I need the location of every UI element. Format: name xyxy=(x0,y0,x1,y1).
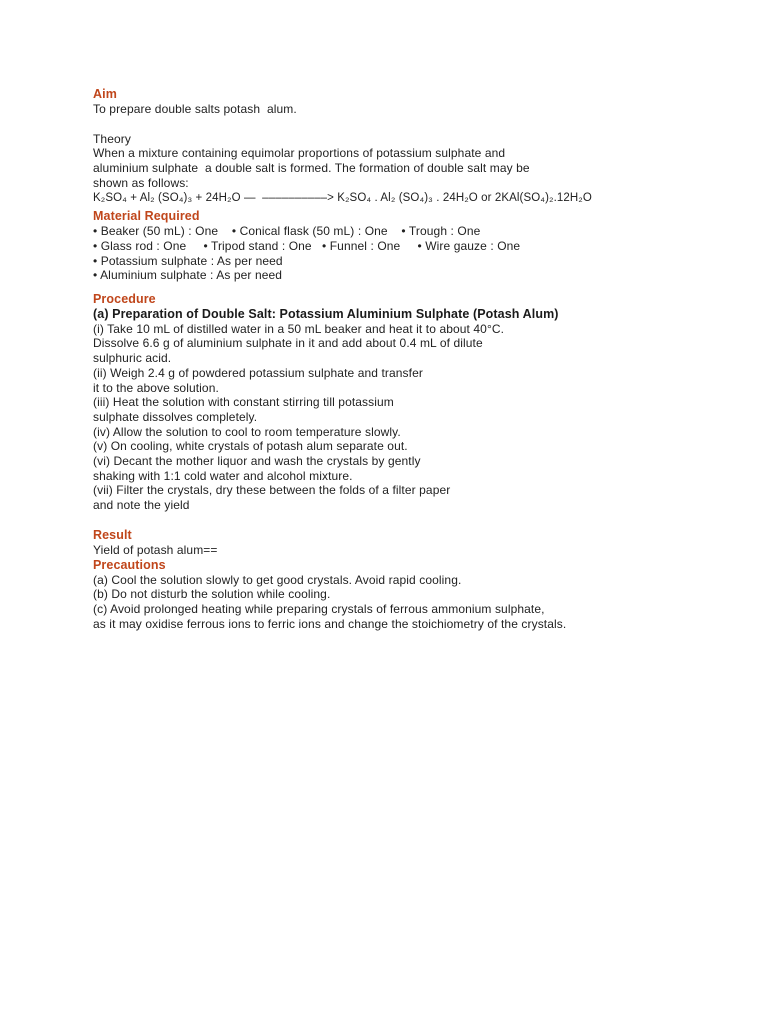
procedure-step: (vi) Decant the mother liquor and wash the crystals by gently xyxy=(93,454,421,469)
theory-heading: Theory xyxy=(93,131,131,146)
procedure-step: (iv) Allow the solution to cool to room temperature slowly. xyxy=(93,424,401,439)
materials-line: • Potassium sulphate : As per need xyxy=(93,253,283,268)
procedure-step: (ii) Weigh 2.4 g of powdered potassium sulphate and transfer xyxy=(93,365,423,380)
materials-line: • Beaker (50 mL) : One • Conical flask (50 mL) : One • Trough : One xyxy=(93,224,481,239)
aim-text: To prepare double salts potash alum. xyxy=(93,102,297,116)
theory-line: When a mixture containing equimolar proportions of potassium sulphate and xyxy=(93,146,506,161)
precaution-item: (b) Do not disturb the solution while cooling. xyxy=(93,587,331,602)
procedure-step: sulphate dissolves completely. xyxy=(93,409,258,424)
procedure-heading: Procedure xyxy=(93,292,156,307)
materials-line: • Glass rod : One • Tripod stand : One • Funnel : One • Wire gauze : One xyxy=(93,238,521,253)
theory-line: shown as follows: xyxy=(93,175,189,190)
procedure-step: it to the above solution. xyxy=(93,380,219,395)
procedure-step: sulphuric acid. xyxy=(93,351,172,366)
theory-line: aluminium sulphate a double salt is formed. The formation of double salt may be xyxy=(93,161,530,176)
reaction-equation: K₂SO₄ + Al₂ (SO₄)₃ + 24H₂O — ––––––––––> K₂SO₄ . Al₂ (SO₄)₃ . 24H₂O or 2KAl(SO₄)₂.12H₂O xyxy=(93,191,592,204)
procedure-step: (i) Take 10 mL of distilled water in a 50 mL beaker and heat it to about 40°C. xyxy=(93,321,505,336)
result-heading: Result xyxy=(93,527,132,542)
procedure-step: (v) On cooling, white crystals of potash alum separate out. xyxy=(93,439,408,454)
precautions-section xyxy=(93,558,753,632)
procedure-step: shaking with 1:1 cold water and alcohol mixture. xyxy=(93,468,353,483)
theory-section xyxy=(93,132,753,206)
document-page xyxy=(93,87,753,631)
procedure-section xyxy=(93,292,753,513)
result-text: Yield of potash alum== xyxy=(93,542,218,557)
aim-section xyxy=(93,87,753,117)
procedure-step: and note the yield xyxy=(93,498,190,513)
result-section xyxy=(93,528,753,558)
precautions-heading: Precautions xyxy=(93,557,166,572)
precaution-item: as it may oxidise ferrous ions to ferric ions and change the stoichiometry of the crystals. xyxy=(93,616,567,631)
procedure-subheading: (a) Preparation of Double Salt: Potassium Aluminium Sulphate (Potash Alum) xyxy=(93,307,559,322)
procedure-step: (iii) Heat the solution with constant stirring till potassium xyxy=(93,395,394,410)
materials-line: • Aluminium sulphate : As per need xyxy=(93,268,283,283)
materials-section xyxy=(93,209,753,283)
procedure-step: (vii) Filter the crystals, dry these between the folds of a filter paper xyxy=(93,483,451,498)
materials-heading: Material Required xyxy=(93,209,200,224)
precaution-item: (c) Avoid prolonged heating while preparing crystals of ferrous ammonium sulphate, xyxy=(93,601,545,616)
aim-heading: Aim xyxy=(93,87,117,101)
procedure-step: Dissolve 6.6 g of aluminium sulphate in it and add about 0.4 mL of dilute xyxy=(93,336,483,351)
precaution-item: (a) Cool the solution slowly to get good crystals. Avoid rapid cooling. xyxy=(93,572,462,587)
